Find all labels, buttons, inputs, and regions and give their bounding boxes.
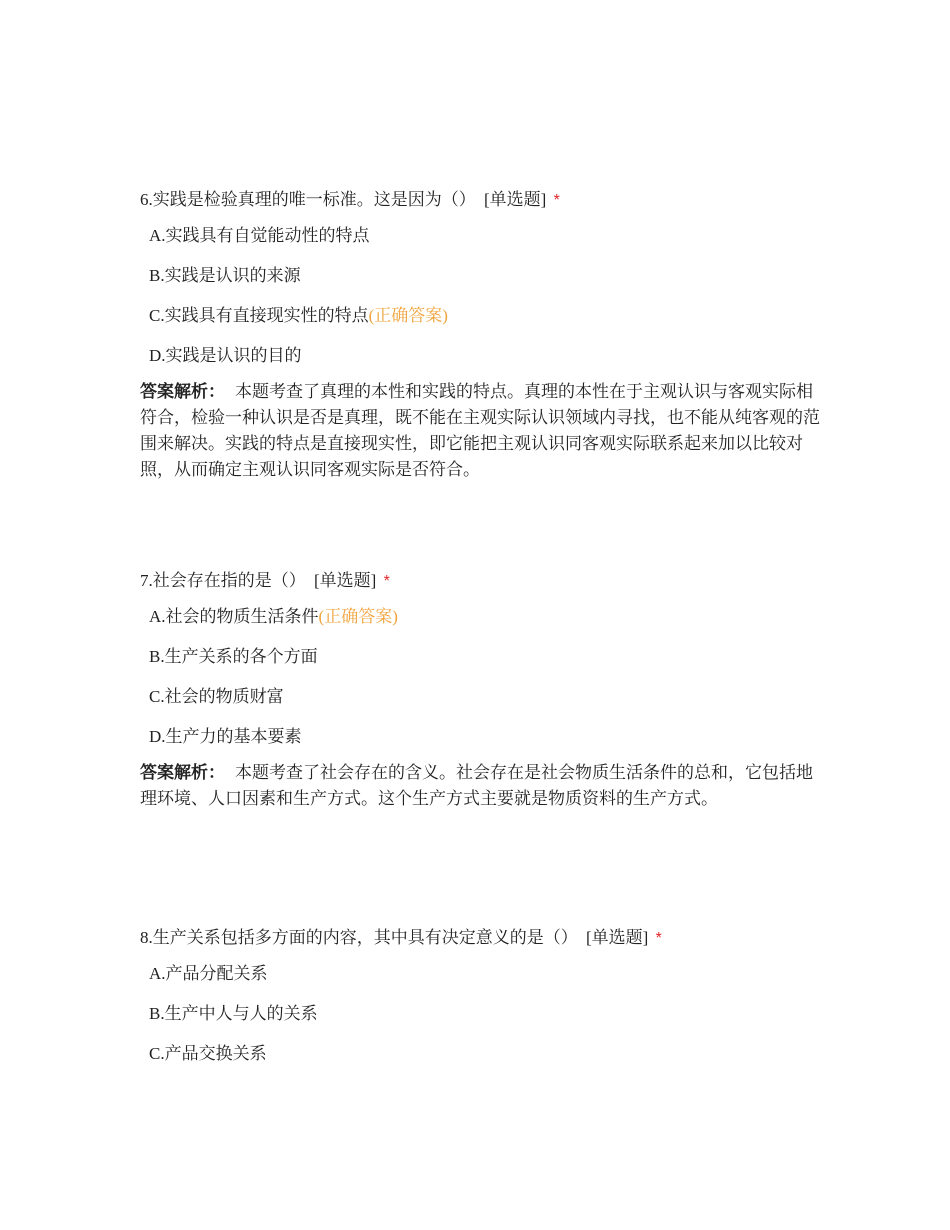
question-title xyxy=(140,570,820,592)
correct-answer-tag: (正确答案) xyxy=(368,306,448,325)
question-text: 社会存在指的是（） xyxy=(152,571,306,590)
option-a[interactable]: A.社会的物质生活条件(正确答案) xyxy=(149,607,398,626)
required-asterisk-icon: * xyxy=(553,192,560,209)
option-a[interactable]: A.产品分配关系 xyxy=(149,964,268,983)
analysis-label: 答案解析： xyxy=(140,382,225,401)
question-number: 8. xyxy=(140,928,153,947)
required-asterisk-icon: * xyxy=(383,573,390,590)
option-d[interactable]: D.实践是认识的目的 xyxy=(149,346,302,365)
question-type: [单选题] xyxy=(484,190,547,209)
analysis-label: 答案解析： xyxy=(140,763,225,782)
question-7 xyxy=(140,570,820,812)
answer-analysis xyxy=(140,379,820,483)
question-type: [单选题] xyxy=(586,928,649,947)
answer-analysis xyxy=(140,760,820,812)
question-number: 7. xyxy=(140,571,153,590)
question-title xyxy=(140,927,820,949)
question-number: 6. xyxy=(140,190,153,209)
option-b[interactable]: B.生产关系的各个方面 xyxy=(149,647,318,666)
analysis-text: 本题考查了社会存在的含义。社会存在是社会物质生活条件的总和，它包括地理环境、人口因素和生产方式。这个生产方式主要就是物质资料的生产方式。 xyxy=(140,763,813,808)
correct-answer-tag: (正确答案) xyxy=(318,607,398,626)
question-6 xyxy=(140,189,820,483)
option-list xyxy=(140,225,820,367)
question-text: 生产关系包括多方面的内容，其中具有决定意义的是（） xyxy=(152,928,578,947)
analysis-text: 本题考查了真理的本性和实践的特点。真理的本性在于主观认识与客观实际相符合，检验一种认识是否是真理，既不能在主观实际认识领域内寻找，也不能从纯客观的范围来解决。实践的特点是直接现实性，即它能把主观认识同客观实际联系起来加以比较对照，从而确定主观认识同客观实际是否符合。 xyxy=(140,382,820,479)
option-c[interactable]: C.实践具有直接现实性的特点(正确答案) xyxy=(149,306,448,325)
question-text: 实践是检验真理的唯一标准。这是因为（） xyxy=(152,190,476,209)
option-a[interactable]: A.实践具有自觉能动性的特点 xyxy=(149,226,370,245)
option-d[interactable]: D.生产力的基本要素 xyxy=(149,727,302,746)
question-8 xyxy=(140,927,820,1083)
option-c[interactable]: C.社会的物质财富 xyxy=(149,687,284,706)
question-title xyxy=(140,189,820,211)
option-list xyxy=(140,963,820,1065)
option-b[interactable]: B.生产中人与人的关系 xyxy=(149,1004,318,1023)
option-b[interactable]: B.实践是认识的来源 xyxy=(149,266,301,285)
option-list xyxy=(140,606,820,748)
question-type: [单选题] xyxy=(314,571,377,590)
option-c[interactable]: C.产品交换关系 xyxy=(149,1044,267,1063)
required-asterisk-icon: * xyxy=(655,930,662,947)
